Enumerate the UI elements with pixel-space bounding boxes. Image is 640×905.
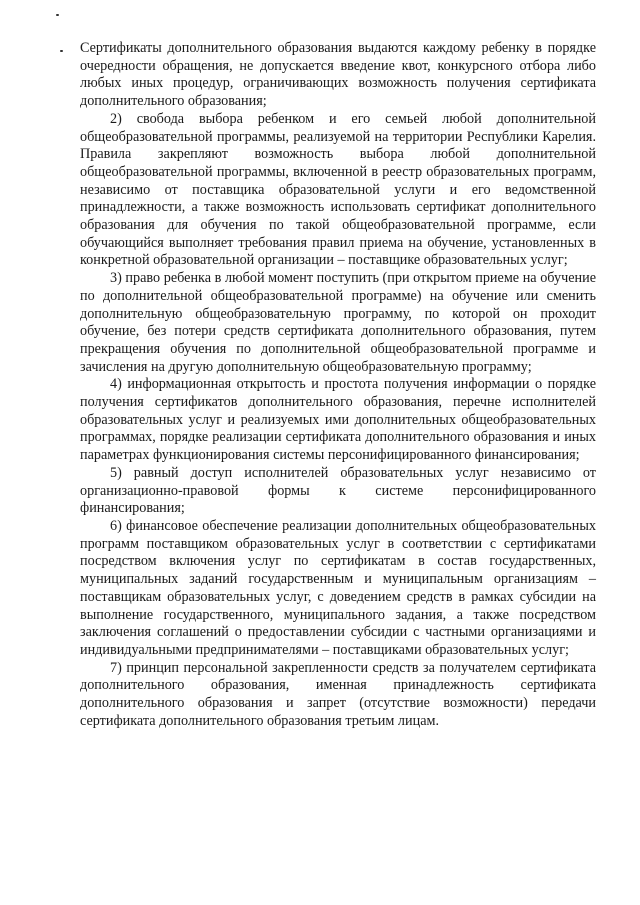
paragraph-3: 3) право ребенка в любой момент поступить (при открытом приеме на обучение по дополнительной общеобразовательной программе) на обучение или сменить дополнительную общеобразовательную программу, по которой он проходит обучение, без потери средств сертификата дополнительного образования, путем прекращения обучения по дополнительной общеобразовательной программе и зачисления на другую дополнительную общеобразовательную программу; [80, 270, 596, 375]
paragraph-6: 6) финансовое обеспечение реализации дополнительных общеобразовательных программ поставщиком образовательных услуг в соответствии с сертификатами посредством включения услуг по сертификатам в состав государственных, муниципальных заданий государственным и муниципальным организациям – поставщикам образовательных услуг, с доведением средств в рамках субсидии на выполнение государственного, муниципального задания, а также посредством заключения соглашений о предоставлении субсидии с частными организациями и индивидуальными предпринимателями – поставщиками образовательных услуг; [80, 517, 596, 658]
scan-mark [56, 14, 59, 16]
paragraph-7: 7) принцип персональной закрепленности средств за получателем сертификата дополнительного образования, именная принадлежность сертификата дополнительного образования и запрет (отсутствие возможности) передачи сертификата дополнительного образования третьим лицам. [80, 659, 596, 729]
document-body [80, 40, 596, 730]
paragraph-5: 5) равный доступ исполнителей образовательных услуг независимо от организационно-правовой формы к системе персонифицированного финансирования; [80, 464, 596, 517]
paragraph-2: 2) свобода выбора ребенком и его семьей любой дополнительной общеобразовательной программы, реализуемой на территории Республики Карелия. Правила закрепляют возможность выбора любой дополнительной общеобразовательной программы, включенной в реестр образовательных программ, независимо от поставщика образовательной услуги и его ведомственной принадлежности, а также возможность использовать сертификат дополнительного образования для обучения по такой общеобразовательной программе, если обучающийся выполняет требования правил приема на обучение, установленных в конкретной образовательной организации – поставщике образовательных услуг; [80, 110, 596, 269]
paragraph-1: Сертификаты дополнительного образования выдаются каждому ребенку в порядке очередности обращения, не допускается введение квот, конкурсного отбора либо любых иных процедур, ограничивающих возможность получения сертификата дополнительного образования; [80, 40, 596, 110]
paragraph-4: 4) информационная открытость и простота получения информации о порядке получения сертификатов дополнительного образования, перечне исполнителей образовательных услуг и реализуемых ими дополнительных общеобразовательных программах, порядке реализации сертификата дополнительного образования и иных параметрах функционирования системы персонифицированного финансирования; [80, 376, 596, 464]
scan-mark [60, 50, 63, 52]
